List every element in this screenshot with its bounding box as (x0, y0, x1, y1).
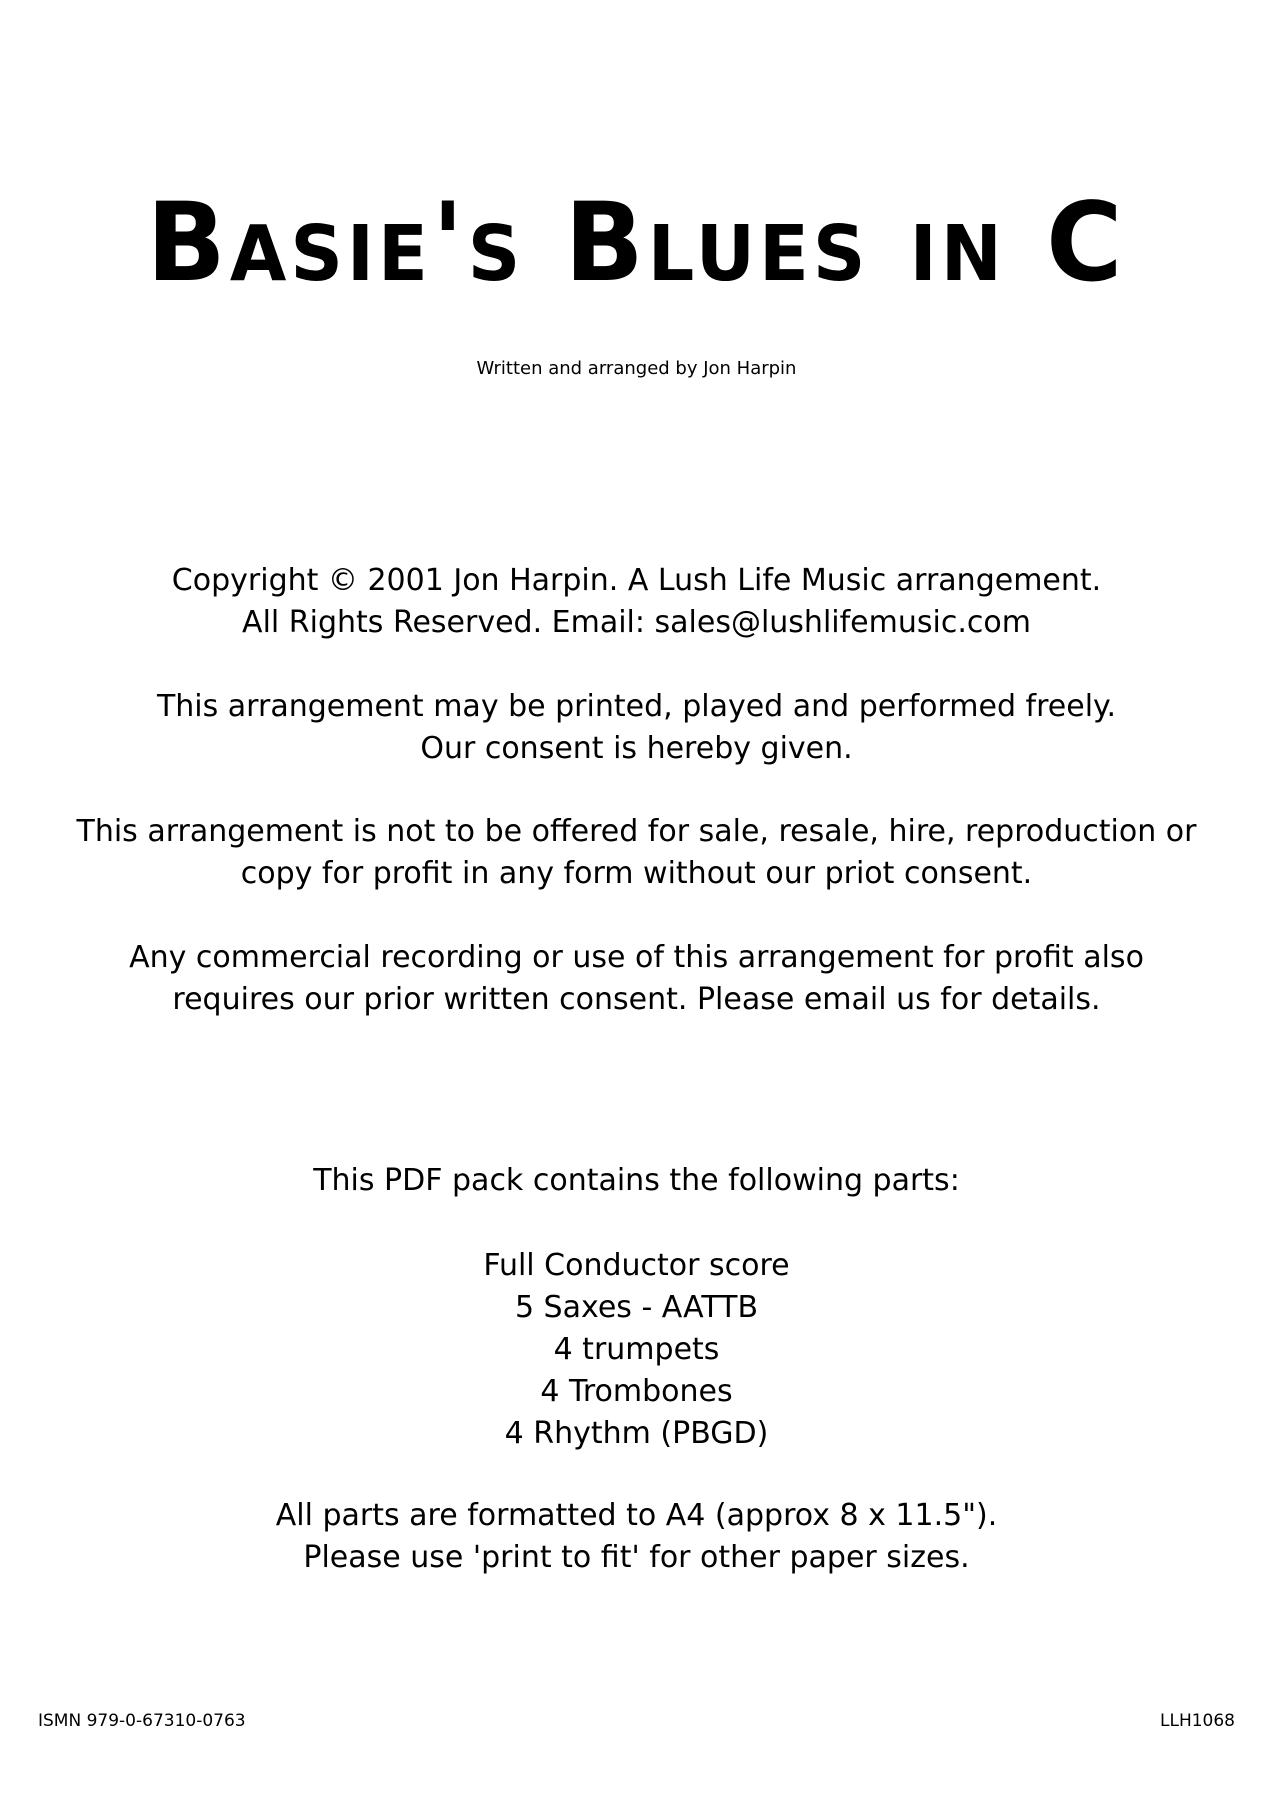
list-item: 4 Rhythm (PBGD) (504, 1416, 769, 1451)
parts-intro: This PDF pack contains the following parts: (313, 1163, 960, 1198)
page-title: Basie's Blues in C (146, 177, 1127, 307)
commercial-use-notice (60, 937, 1213, 1021)
parts-list (0, 1245, 1273, 1455)
format-note-line: All parts are formatted to A4 (approx 8 x 11.5"). (275, 1498, 998, 1533)
catalog-number: LLH1068 (1160, 1711, 1235, 1731)
notice-line: Our consent is hereby given. (420, 731, 853, 766)
notice-line: requires our prior written consent. Please email us for details. (172, 982, 1101, 1017)
list-item: 4 trumpets (553, 1332, 720, 1367)
usage-permission-notice (60, 686, 1213, 770)
list-item: 4 Trombones (540, 1374, 733, 1409)
notice-line: This arrangement may be printed, played and performed freely. (156, 689, 1117, 724)
copyright-notice (60, 560, 1213, 644)
list-item: Full Conductor score (483, 1248, 790, 1283)
resale-restriction-notice (60, 811, 1213, 895)
list-item: 5 Saxes - AATTB (514, 1290, 759, 1325)
notice-line: copy for profit in any form without our priot consent. (240, 856, 1033, 891)
ismn-number: ISMN 979-0-67310-0763 (38, 1711, 246, 1731)
format-note-line: Please use 'print to fit' for other paper sizes. (303, 1540, 970, 1575)
format-note (0, 1495, 1273, 1579)
notice-line: Copyright © 2001 Jon Harpin. A Lush Life Music arrangement. (171, 563, 1102, 598)
notice-line: This arrangement is not to be offered for sale, resale, hire, reproduction or (76, 814, 1197, 849)
notice-line: All Rights Reserved. Email: sales@lushlifemusic.com (242, 605, 1031, 640)
arranger-credit: Written and arranged by Jon Harpin (476, 358, 797, 379)
notice-line: Any commercial recording or use of this arrangement for profit also (129, 940, 1144, 975)
